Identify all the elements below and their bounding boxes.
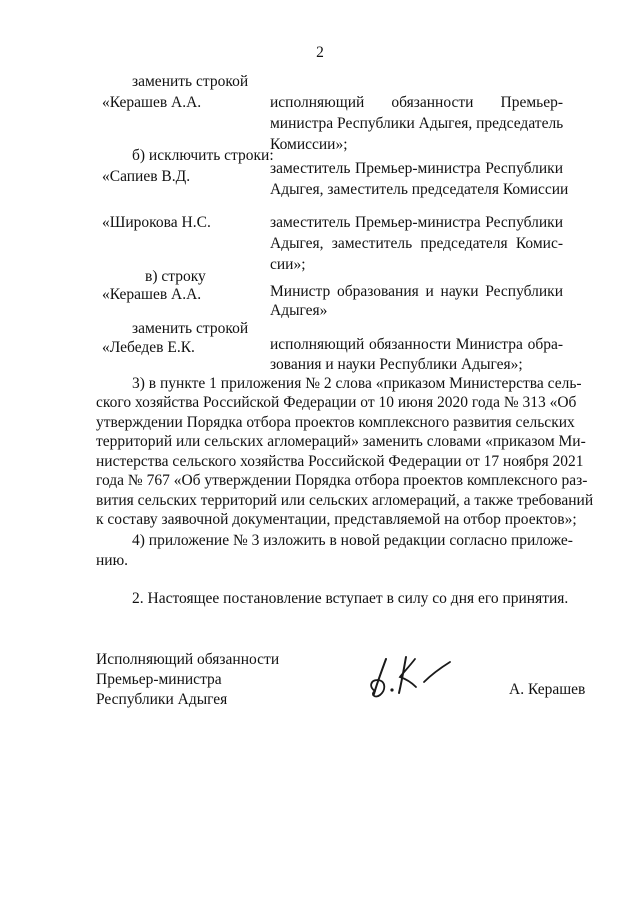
paragraph-3-line: ского хозяйства Российской Федерации от 10 июня 2020 года № 313 «Об — [96, 394, 577, 411]
entry-text-line: сии»; — [270, 256, 306, 273]
paragraph-3-line: утверждении Порядка отбора проектов комплексного развития сельских — [96, 414, 575, 431]
entry-name: «Керашев А.А. — [102, 286, 202, 303]
entry-name: «Сапиев В.Д. — [102, 168, 191, 185]
paragraph-3-line: 3) в пункте 1 приложения № 2 слова «приказом Министерства сель- — [132, 375, 582, 392]
replace-with-line-label: заменить строкой — [132, 73, 249, 90]
entry-text-line: исполняющий обязанности Премьер- — [270, 94, 563, 111]
paragraph-3-line: к составу заявочной документации, представляемой на отбор проектов»; — [96, 511, 577, 528]
paragraph-4-line: 4) приложение № 3 изложить в новой редакции согласно приложе- — [132, 532, 573, 549]
entry-name: «Керашев А.А. — [102, 94, 202, 111]
entry-text-line: исполняющий обязанности Министра обра- — [270, 336, 563, 353]
page-number: 2 — [316, 44, 324, 61]
entry-name: «Широкова Н.С. — [102, 214, 211, 231]
effective-date-paragraph: 2. Настоящее постановление вступает в силу со дня его принятия. — [132, 590, 569, 607]
paragraph-3-line: нистерства сельского хозяйства Российской Федерации от 17 ноября 2021 — [96, 453, 584, 470]
paragraph-3-line: года № 767 «Об утверждении Порядка отбора проектов комплексного раз- — [96, 472, 588, 489]
signatory-title-line: Премьер-министра — [96, 671, 222, 688]
item-b-label: б) исключить строки: — [132, 147, 274, 164]
signatory-title-line: Республики Адыгея — [96, 691, 228, 708]
item-v-label: в) строку — [145, 268, 206, 285]
replace-with-line-label: заменить строкой — [132, 320, 249, 337]
handwritten-signature — [368, 650, 468, 705]
entry-text-line: заместитель Премьер-министра Республики — [270, 160, 563, 177]
signatory-name: А. Керашев — [509, 681, 586, 698]
entry-text-line: Комиссии»; — [270, 136, 348, 153]
entry-text-line: Адыгея, заместитель председателя Комиссии — [270, 181, 569, 198]
entry-text-line: зования и науки Республики Адыгея»; — [270, 356, 523, 373]
entry-text-line: Адыгея, заместитель председателя Комис- — [270, 235, 563, 252]
entry-text-line: Министр образования и науки Республики — [270, 283, 563, 300]
entry-text-line: заместитель Премьер-министра Республики — [270, 214, 563, 231]
paragraph-3-line: вития сельских территорий или сельских агломераций, а также требований — [96, 492, 594, 509]
entry-text-line: министра Республики Адыгея, председатель — [270, 115, 564, 132]
entry-text-line: Адыгея» — [270, 302, 328, 319]
entry-name: «Лебедев Е.К. — [102, 339, 195, 356]
paragraph-3-line: территорий или сельских агломераций» заменить словами «приказом Ми- — [96, 433, 586, 450]
paragraph-4-line: нию. — [96, 552, 129, 569]
signatory-title-line: Исполняющий обязанности — [96, 651, 280, 668]
